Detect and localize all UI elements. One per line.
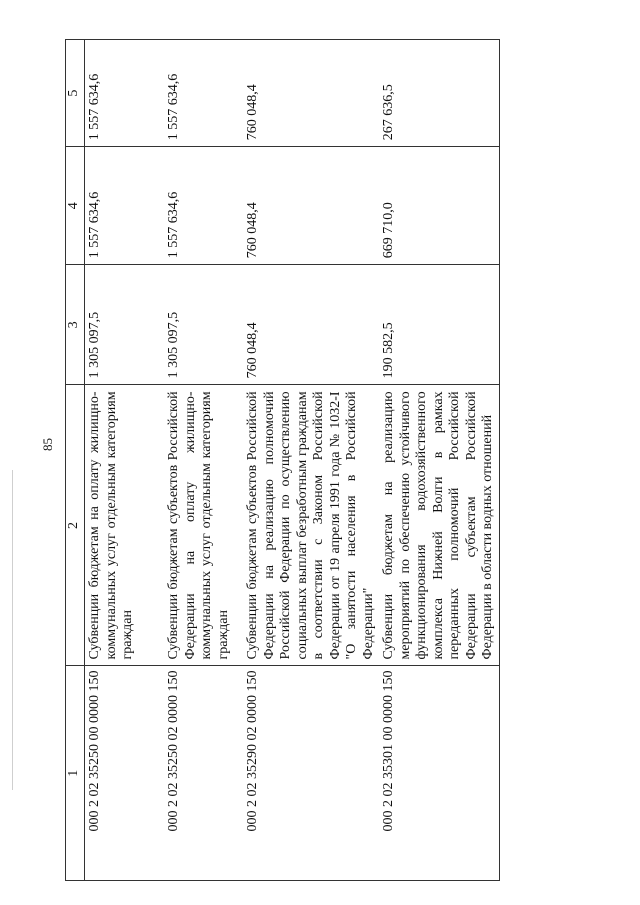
row-value-col5: 267 636,5: [379, 40, 499, 147]
row-value-col5: 760 048,4: [243, 40, 379, 147]
column-header-1: 1: [66, 666, 85, 881]
row-value-col3: 1 305 097,5: [85, 265, 165, 385]
row-value-col4: 1 557 634,6: [164, 147, 243, 265]
table-row: [164, 40, 243, 881]
table-row: [379, 40, 499, 881]
row-value-col3: 760 048,4: [243, 265, 379, 385]
row-code: 000 2 02 35290 02 0000 150: [243, 666, 379, 881]
row-value-col5: 1 557 634,6: [164, 40, 243, 147]
budget-table: [65, 39, 500, 881]
column-header-5: 5: [66, 40, 85, 147]
rotated-page: [65, 39, 580, 881]
page-number: 85: [40, 438, 55, 451]
table-row: [243, 40, 379, 881]
row-name: Субвенции бюджетам субъектов Российской Федерации на реализацию полномочий Российской Федерации по осуществлению социальных выплат безработным гражданам в соответствии с Законом Российской Федерации от 19 апреля 1991 года № 1032-I "О занятости населения в Российской Федерации": [243, 385, 379, 666]
table-row: [85, 40, 165, 881]
row-value-col3: 190 582,5: [379, 265, 499, 385]
row-value-col4: 760 048,4: [243, 147, 379, 265]
row-value-col4: 669 710,0: [379, 147, 499, 265]
row-value-col5: 1 557 634,6: [85, 40, 165, 147]
row-name: Субвенции бюджетам субъектов Российской Федерации на оплату жилищно-коммунальных услуг отдельным категориям граждан: [164, 385, 243, 666]
row-code: 000 2 02 35250 02 0000 150: [164, 666, 243, 881]
row-code: 000 2 02 35301 00 0000 150: [379, 666, 499, 881]
row-name: Субвенции бюджетам на оплату жилищно-коммунальных услуг отдельным категориям граждан: [85, 385, 165, 666]
row-value-col4: 1 557 634,6: [85, 147, 165, 265]
row-code: 000 2 02 35250 00 0000 150: [85, 666, 165, 881]
column-header-2: 2: [66, 385, 85, 666]
column-header-4: 4: [66, 147, 85, 265]
column-header-3: 3: [66, 265, 85, 385]
header-row: [66, 40, 85, 881]
row-value-col3: 1 305 097,5: [164, 265, 243, 385]
scan-edge-line: [12, 470, 13, 790]
row-name: Субвенции бюджетам на реализацию мероприятий по обеспечению устойчивого функционирования водохозяйственного комплекса Нижней Волги в рамках переданных полномочий Российской Федерации субъектам Российской Федерации в области водных отношений: [379, 385, 499, 666]
